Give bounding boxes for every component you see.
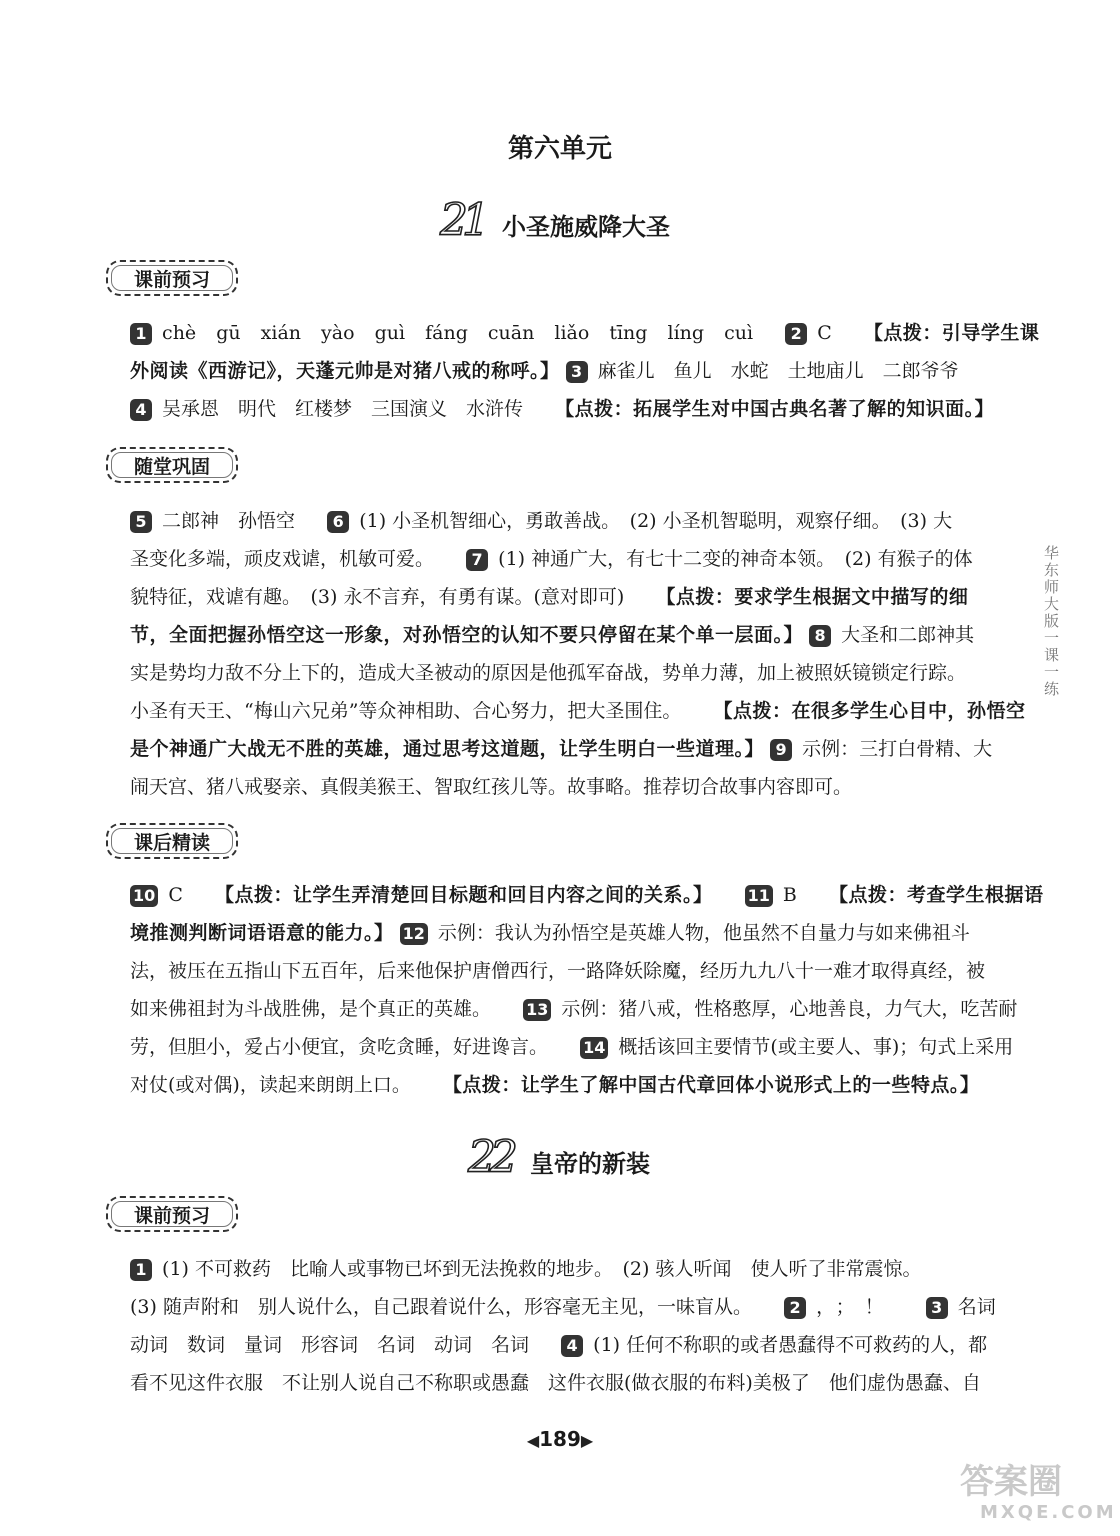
- tip-text: 境推测判断词语语意的能力。】: [130, 922, 394, 944]
- question-badge: 1: [130, 323, 152, 345]
- answer-line: [130, 314, 1040, 352]
- pinyin-answer: chè gū xián yào guì fáng cuān liǎo tīng líng cuì: [162, 322, 754, 344]
- answer-text: 劳，但胆小，爱占小便宜，贪吃贪睡，好进谗言。: [130, 1036, 549, 1058]
- tip-text: 【点拨：引导学生课: [863, 322, 1040, 344]
- page-number: [0, 1427, 1120, 1451]
- answer-line: [130, 952, 1000, 990]
- answer-text: 闹天宫、猪八戒娶亲、真假美猴王、智取红孩儿等。故事略。推荐切合故事内容即可。: [130, 776, 853, 798]
- question-badge: 11: [745, 885, 773, 907]
- answer-line: [130, 616, 1000, 654]
- triangle-left-icon: ◀: [526, 1431, 540, 1450]
- question-badge: 8: [809, 625, 831, 647]
- question-badge: 6: [327, 511, 349, 533]
- lesson-name: 小圣施威降大圣: [502, 213, 670, 241]
- tip-text: 【点拨：拓展学生对中国古典名著了解的知识面。】: [555, 398, 995, 420]
- answer-text: (1) 任何不称职的或者愚蠢得不可救药的人，都: [593, 1334, 988, 1356]
- lesson-title-22: [468, 1132, 650, 1183]
- answer-text: 二郎神 孙悟空: [162, 510, 296, 532]
- answer-text: ，；！: [816, 1296, 894, 1318]
- answer-text: 圣变化多端，顽皮戏谑，机敏可爱。: [130, 548, 435, 570]
- tip-text: 是个神通广大战无不胜的英雄，通过思考这道题，让学生明白一些道理。】: [130, 738, 765, 760]
- tip-text: 【点拨：要求学生根据文中描写的细: [656, 586, 969, 608]
- question-badge: 14: [580, 1037, 608, 1059]
- question-badge: 4: [130, 399, 152, 421]
- answer-text: 如来佛祖封为斗战胜佛，是个真正的英雄。: [130, 998, 492, 1020]
- answer-text: 示例：三打白骨精、大: [802, 738, 993, 760]
- tip-text: 外阅读《西游记》，天蓬元帅是对猪八戒的称呼。】: [130, 360, 560, 382]
- lesson-name: 皇帝的新装: [530, 1150, 650, 1178]
- tip-text: 【点拨：考查学生根据语: [828, 884, 1044, 906]
- answer-line: [130, 990, 1018, 1028]
- answer-text: 概括该回主要情节(或主要人、事)；句式上采用: [618, 1036, 1014, 1058]
- question-badge: 3: [566, 361, 588, 383]
- question-badge: 9: [770, 739, 792, 761]
- answer-line: [130, 654, 1000, 692]
- answer-text: (3) 随声附和 别人说什么，自己跟着说什么，形容毫无主见，一味盲从。: [130, 1296, 752, 1318]
- answer-text: (1) 小圣机智细心，勇敢善战。 (2) 小圣机智聪明，观察仔细。 (3) 大: [359, 510, 953, 532]
- question-badge: 5: [130, 511, 152, 533]
- answer-text: 看不见这件衣服 不让别人说自己不称职或愚蠢 这件衣服(做衣服的布料)美极了 他们虚伪愚蠢、自: [130, 1372, 981, 1394]
- answer-text: 对仗(或对偶)，读起来朗朗上口。: [130, 1074, 411, 1096]
- tip-text: 节，全面把握孙悟空这一形象，对孙悟空的认知不要只停留在某个单一层面。】: [130, 624, 804, 646]
- answer-text: 法，被压在五指山下五百年，后来他保护唐僧西行，一路降妖除魔，经历九九八十一难才取得真经，被: [130, 960, 986, 982]
- question-badge: 7: [466, 549, 488, 571]
- tip-text: 【点拨：在很多学生心目中，孙悟空: [713, 700, 1026, 722]
- page-number-text: 189: [539, 1427, 581, 1451]
- answer-text: C: [168, 884, 183, 906]
- answer-text: 名词: [957, 1296, 996, 1318]
- answer-line: [130, 1326, 1000, 1364]
- lesson-number: 21: [440, 195, 484, 246]
- question-badge: 12: [400, 923, 428, 945]
- answer-text: 麻雀儿 鱼儿 水蛇 土地庙儿 二郎爷爷: [597, 360, 959, 382]
- question-badge: 1: [130, 1259, 152, 1281]
- answer-line: [130, 692, 1026, 730]
- question-badge: 3: [926, 1297, 948, 1319]
- section-label-preview-2: 课前预习: [106, 1196, 238, 1232]
- answer-text: 大圣和二郎神其: [841, 624, 975, 646]
- tip-text: 【点拨：让学生了解中国古代章回体小说形式上的一些特点。】: [442, 1074, 980, 1096]
- answer-line: [130, 352, 1000, 390]
- answer-line: [130, 1066, 1000, 1104]
- answer-text: (1) 不可救药 比喻人或事物已坏到无法挽救的地步。 (2) 骇人听闻 使人听了非常震惊。: [162, 1258, 922, 1280]
- section-label-preview: 课前预习: [106, 260, 238, 296]
- side-series-text: 华东师大版一课一练: [1042, 545, 1060, 698]
- question-badge: 2: [784, 1297, 806, 1319]
- answer-line: [130, 1364, 1000, 1402]
- lesson-title-21: [440, 195, 670, 246]
- answer-text: 动词 数词 量词 形容词 名词 动词 名词: [130, 1334, 530, 1356]
- question-badge: 10: [130, 885, 158, 907]
- lesson-number: 22: [468, 1132, 512, 1183]
- answer-line: [130, 730, 1000, 768]
- tip-text: 【点拨：让学生弄清楚回目标题和回目内容之间的关系。】: [214, 884, 713, 906]
- answer-text: 示例：猪八戒，性格憨厚，心地善良，力气大，吃苦耐: [561, 998, 1018, 1020]
- answer-text: C: [817, 322, 832, 344]
- answer-text: B: [782, 884, 797, 906]
- watermark-small: MXQE.COM: [980, 1502, 1117, 1523]
- section-label-practice: 随堂巩固: [106, 447, 238, 483]
- answer-line: [130, 390, 1000, 428]
- question-badge: 13: [523, 999, 551, 1021]
- question-badge: 2: [785, 323, 807, 345]
- unit-title: 第六单元: [507, 134, 612, 164]
- watermark-big: 答案圈: [960, 1462, 1062, 1502]
- answer-line: [130, 914, 1000, 952]
- triangle-right-icon: ▶: [580, 1431, 594, 1450]
- answer-text: (1) 神通广大，有七十二变的神奇本领。 (2) 有猴子的体: [498, 548, 973, 570]
- question-badge: 4: [561, 1335, 583, 1357]
- answer-line: [130, 1250, 1000, 1288]
- answer-line: [130, 876, 1044, 914]
- watermark-logo: [960, 1462, 1117, 1528]
- answer-line: [130, 768, 1000, 806]
- answer-text: 实是势均力敌不分上下的，造成大圣被动的原因是他孤军奋战，势单力薄，加上被照妖镜锁定行踪。: [130, 662, 967, 684]
- answer-text: 示例：我认为孙悟空是英雄人物，他虽然不自量力与如来佛祖斗: [437, 922, 970, 944]
- section-label-reading: 课后精读: [106, 823, 238, 859]
- answer-text: 吴承恩 明代 红楼梦 三国演义 水浒传: [162, 398, 524, 420]
- answer-text: 小圣有天王、“梅山六兄弟”等众神相助、合心努力，把大圣围住。: [130, 700, 682, 722]
- answer-line: [130, 578, 1000, 616]
- answer-line: [130, 1288, 1000, 1326]
- answer-line: [130, 502, 1000, 540]
- answer-line: [130, 1028, 1014, 1066]
- answer-text: 貌特征，戏谑有趣。 (3) 永不言弃，有勇有谋。(意对即可): [130, 586, 625, 608]
- answer-line: [130, 540, 1000, 578]
